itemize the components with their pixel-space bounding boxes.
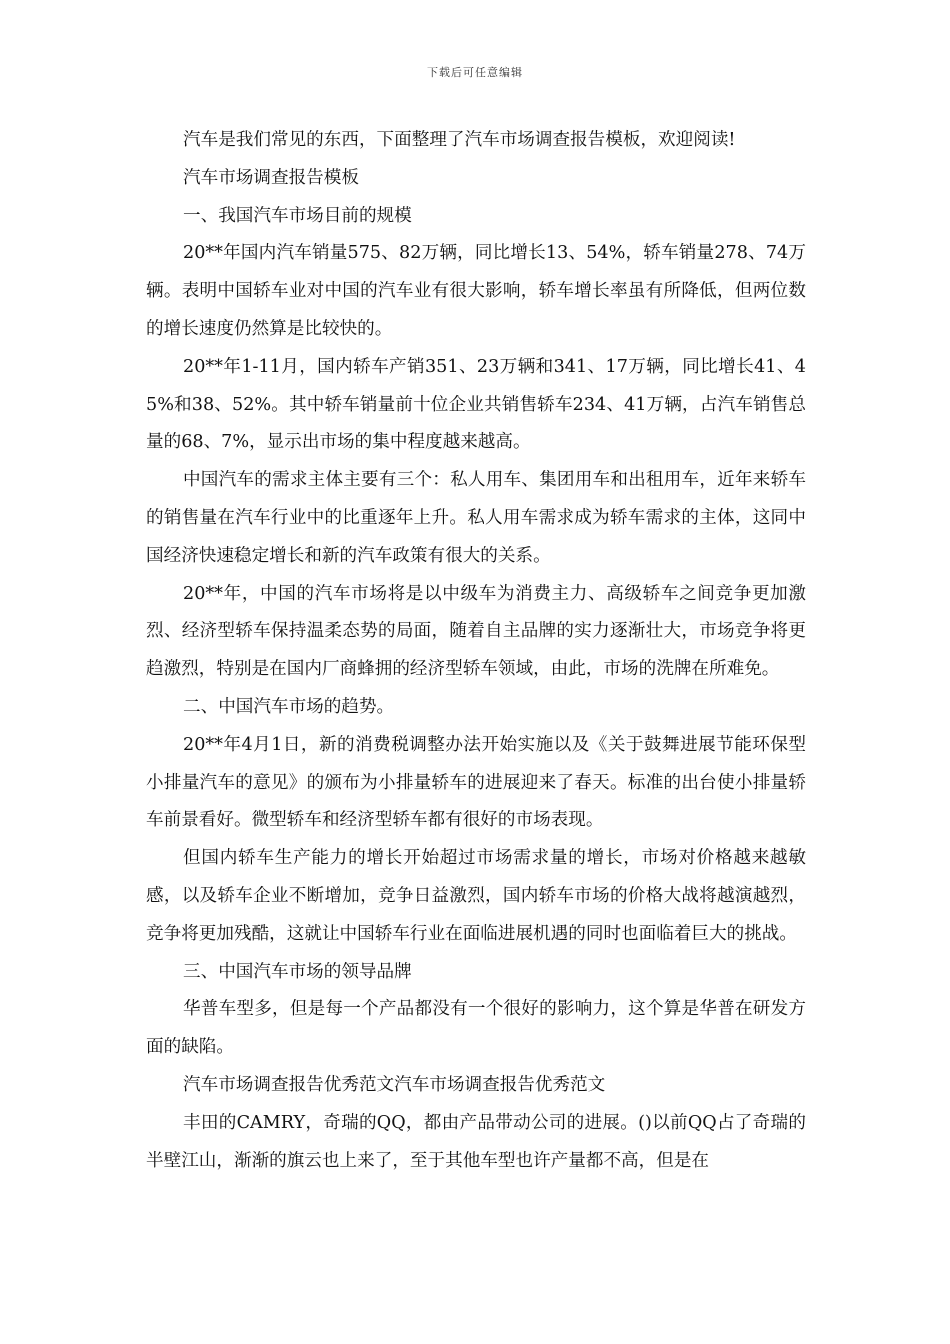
document-title: 汽车市场调查报告模板 xyxy=(183,167,359,188)
section-heading-1: 一、我国汽车市场目前的规模 xyxy=(183,205,412,226)
body-paragraph: 丰田的CAMRY，奇瑞的QQ，都由产品带动公司的进展。()以前QQ占了奇瑞的半壁江山，渐渐的旗云也上来了，至于其他车型也许产量都不高，但是在 xyxy=(146,1112,806,1171)
body-paragraph: 华普车型多，但是每一个产品都没有一个很好的影响力，这个算是华普在研发方面的缺陷。 xyxy=(146,999,806,1058)
body-paragraph: 20**年1-11月，国内轿车产销351、23万辆和341、17万辆，同比增长41、45%和38、52%。其中轿车销量前十位企业共销售轿车234、41万辆，占汽车销售总量的68、7%，显示出市场的集中程度越来越高。 xyxy=(146,356,806,453)
body-paragraph: 中国汽车的需求主体主要有三个：私人用车、集团用车和出租用车，近年来轿车的销售量在汽车行业中的比重逐年上升。私人用车需求成为轿车需求的主体，这同中国经济快速稳定增长和新的汽车政策有很大的关系。 xyxy=(146,470,806,566)
section-heading-3: 三、中国汽车市场的领导品牌 xyxy=(183,961,412,982)
body-paragraph: 但国内轿车生产能力的增长开始超过市场需求量的增长，市场对价格越来越敏感，以及轿车企业不断增加，竞争日益激烈，国内轿车市场的价格大战将越演越烈，竞争将更加残酷，这就让中国轿车行业在面临进展机遇的同时也面临着巨大的挑战。 xyxy=(146,848,806,944)
document-body xyxy=(146,122,806,1180)
sub-title: 汽车市场调查报告优秀范文汽车市场调查报告优秀范文 xyxy=(183,1074,606,1095)
body-paragraph: 20**年国内汽车销量575、82万辆，同比增长13、54%，轿车销量278、74万辆。表明中国轿车业对中国的汽车业有很大影响，轿车增长率虽有所降低，但两位数的增长速度仍然算是比较快的。 xyxy=(146,243,806,339)
intro-paragraph: 汽车是我们常见的东西，下面整理了汽车市场调查报告模板，欢迎阅读! xyxy=(183,130,736,150)
body-paragraph: 20**年4月1日，新的消费税调整办法开始实施以及《关于鼓舞进展节能环保型小排量汽车的意见》的颁布为小排量轿车的进展迎来了春天。标准的出台使小排量轿车前景看好。微型轿车和经济型轿车都有很好的市场表现。 xyxy=(146,734,806,831)
body-paragraph: 20**年，中国的汽车市场将是以中级车为消费主力、高级轿车之间竞争更加激烈、经济型轿车保持温柔态势的局面，随着自主品牌的实力逐渐壮大，市场竞争将更趋激烈，特别是在国内厂商蜂拥的经济型轿车领域，由此，市场的洗牌在所难免。 xyxy=(146,583,806,680)
section-heading-2: 二、中国汽车市场的趋势。 xyxy=(183,696,395,717)
page-header: 下载后可任意编辑 xyxy=(427,66,523,79)
